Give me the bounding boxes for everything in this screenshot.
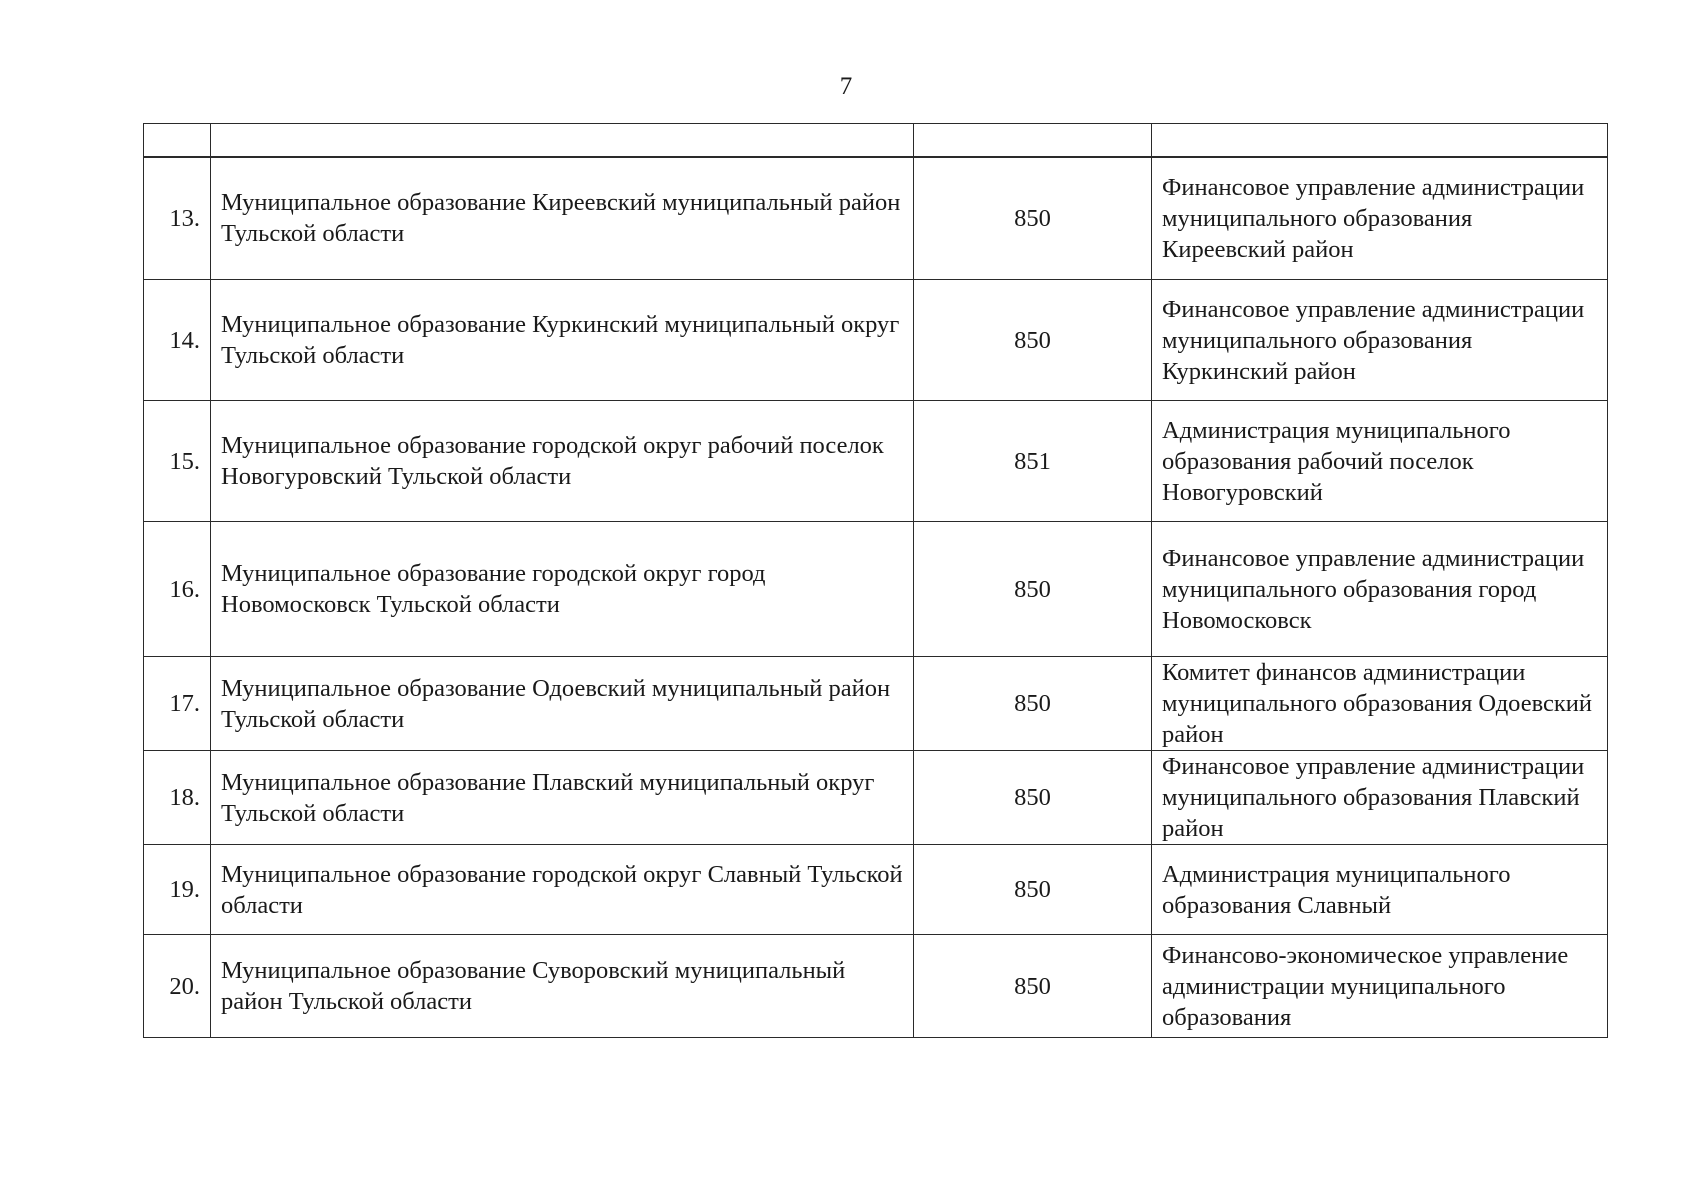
table-row (144, 401, 1608, 522)
municipality-name: Муниципальное образование городской округ город Новомосковск Тульской области (211, 522, 914, 657)
authority-name: Финансовое управление администрации муниципального образования Куркинский район (1152, 280, 1608, 401)
row-number: 14. (144, 280, 211, 401)
municipality-name: Муниципальное образование городской округ Славный Тульской области (211, 845, 914, 935)
table-row (144, 935, 1608, 1038)
table-row (144, 280, 1608, 401)
code-cell: 850 (914, 280, 1152, 401)
row-number: 13. (144, 157, 211, 280)
row-number: 17. (144, 657, 211, 751)
code-cell: 850 (914, 522, 1152, 657)
header-cell (211, 124, 914, 157)
table-row (144, 157, 1608, 280)
row-number: 16. (144, 522, 211, 657)
municipality-name: Муниципальное образование Суворовский муниципальный район Тульской области (211, 935, 914, 1038)
authority-name: Комитет финансов администрации муниципального образования Одоевский район (1152, 657, 1608, 751)
table-row (144, 751, 1608, 845)
authority-name: Финансовое управление администрации муниципального образования город Новомосковск (1152, 522, 1608, 657)
code-cell: 850 (914, 157, 1152, 280)
row-number: 20. (144, 935, 211, 1038)
page-number: 7 (839, 73, 853, 100)
header-cell (1152, 124, 1608, 157)
header-cell (144, 124, 211, 157)
authority-name: Финансовое управление администрации муниципального образования Плавский район (1152, 751, 1608, 845)
row-number: 18. (144, 751, 211, 845)
table-row (144, 657, 1608, 751)
code-cell: 850 (914, 657, 1152, 751)
code-cell: 850 (914, 935, 1152, 1038)
row-number: 19. (144, 845, 211, 935)
municipality-name: Муниципальное образование Одоевский муниципальный район Тульской области (211, 657, 914, 751)
authority-name: Финансовое управление администрации муниципального образования Киреевский район (1152, 157, 1608, 280)
municipalities-table (143, 123, 1608, 1038)
municipality-name: Муниципальное образование Киреевский муниципальный район Тульской области (211, 157, 914, 280)
row-number: 15. (144, 401, 211, 522)
code-cell: 851 (914, 401, 1152, 522)
authority-name: Администрация муниципального образования Славный (1152, 845, 1608, 935)
municipality-name: Муниципальное образование городской округ рабочий поселок Новогуровский Тульской области (211, 401, 914, 522)
code-cell: 850 (914, 751, 1152, 845)
code-cell: 850 (914, 845, 1152, 935)
table-row (144, 845, 1608, 935)
authority-name: Финансово-экономическое управление администрации муниципального образования (1152, 935, 1608, 1038)
municipality-name: Муниципальное образование Плавский муниципальный округ Тульской области (211, 751, 914, 845)
header-cell (914, 124, 1152, 157)
municipality-name: Муниципальное образование Куркинский муниципальный округ Тульской области (211, 280, 914, 401)
table-header-row (144, 124, 1608, 157)
table-row (144, 522, 1608, 657)
authority-name: Администрация муниципального образования рабочий поселок Новогуровский (1152, 401, 1608, 522)
